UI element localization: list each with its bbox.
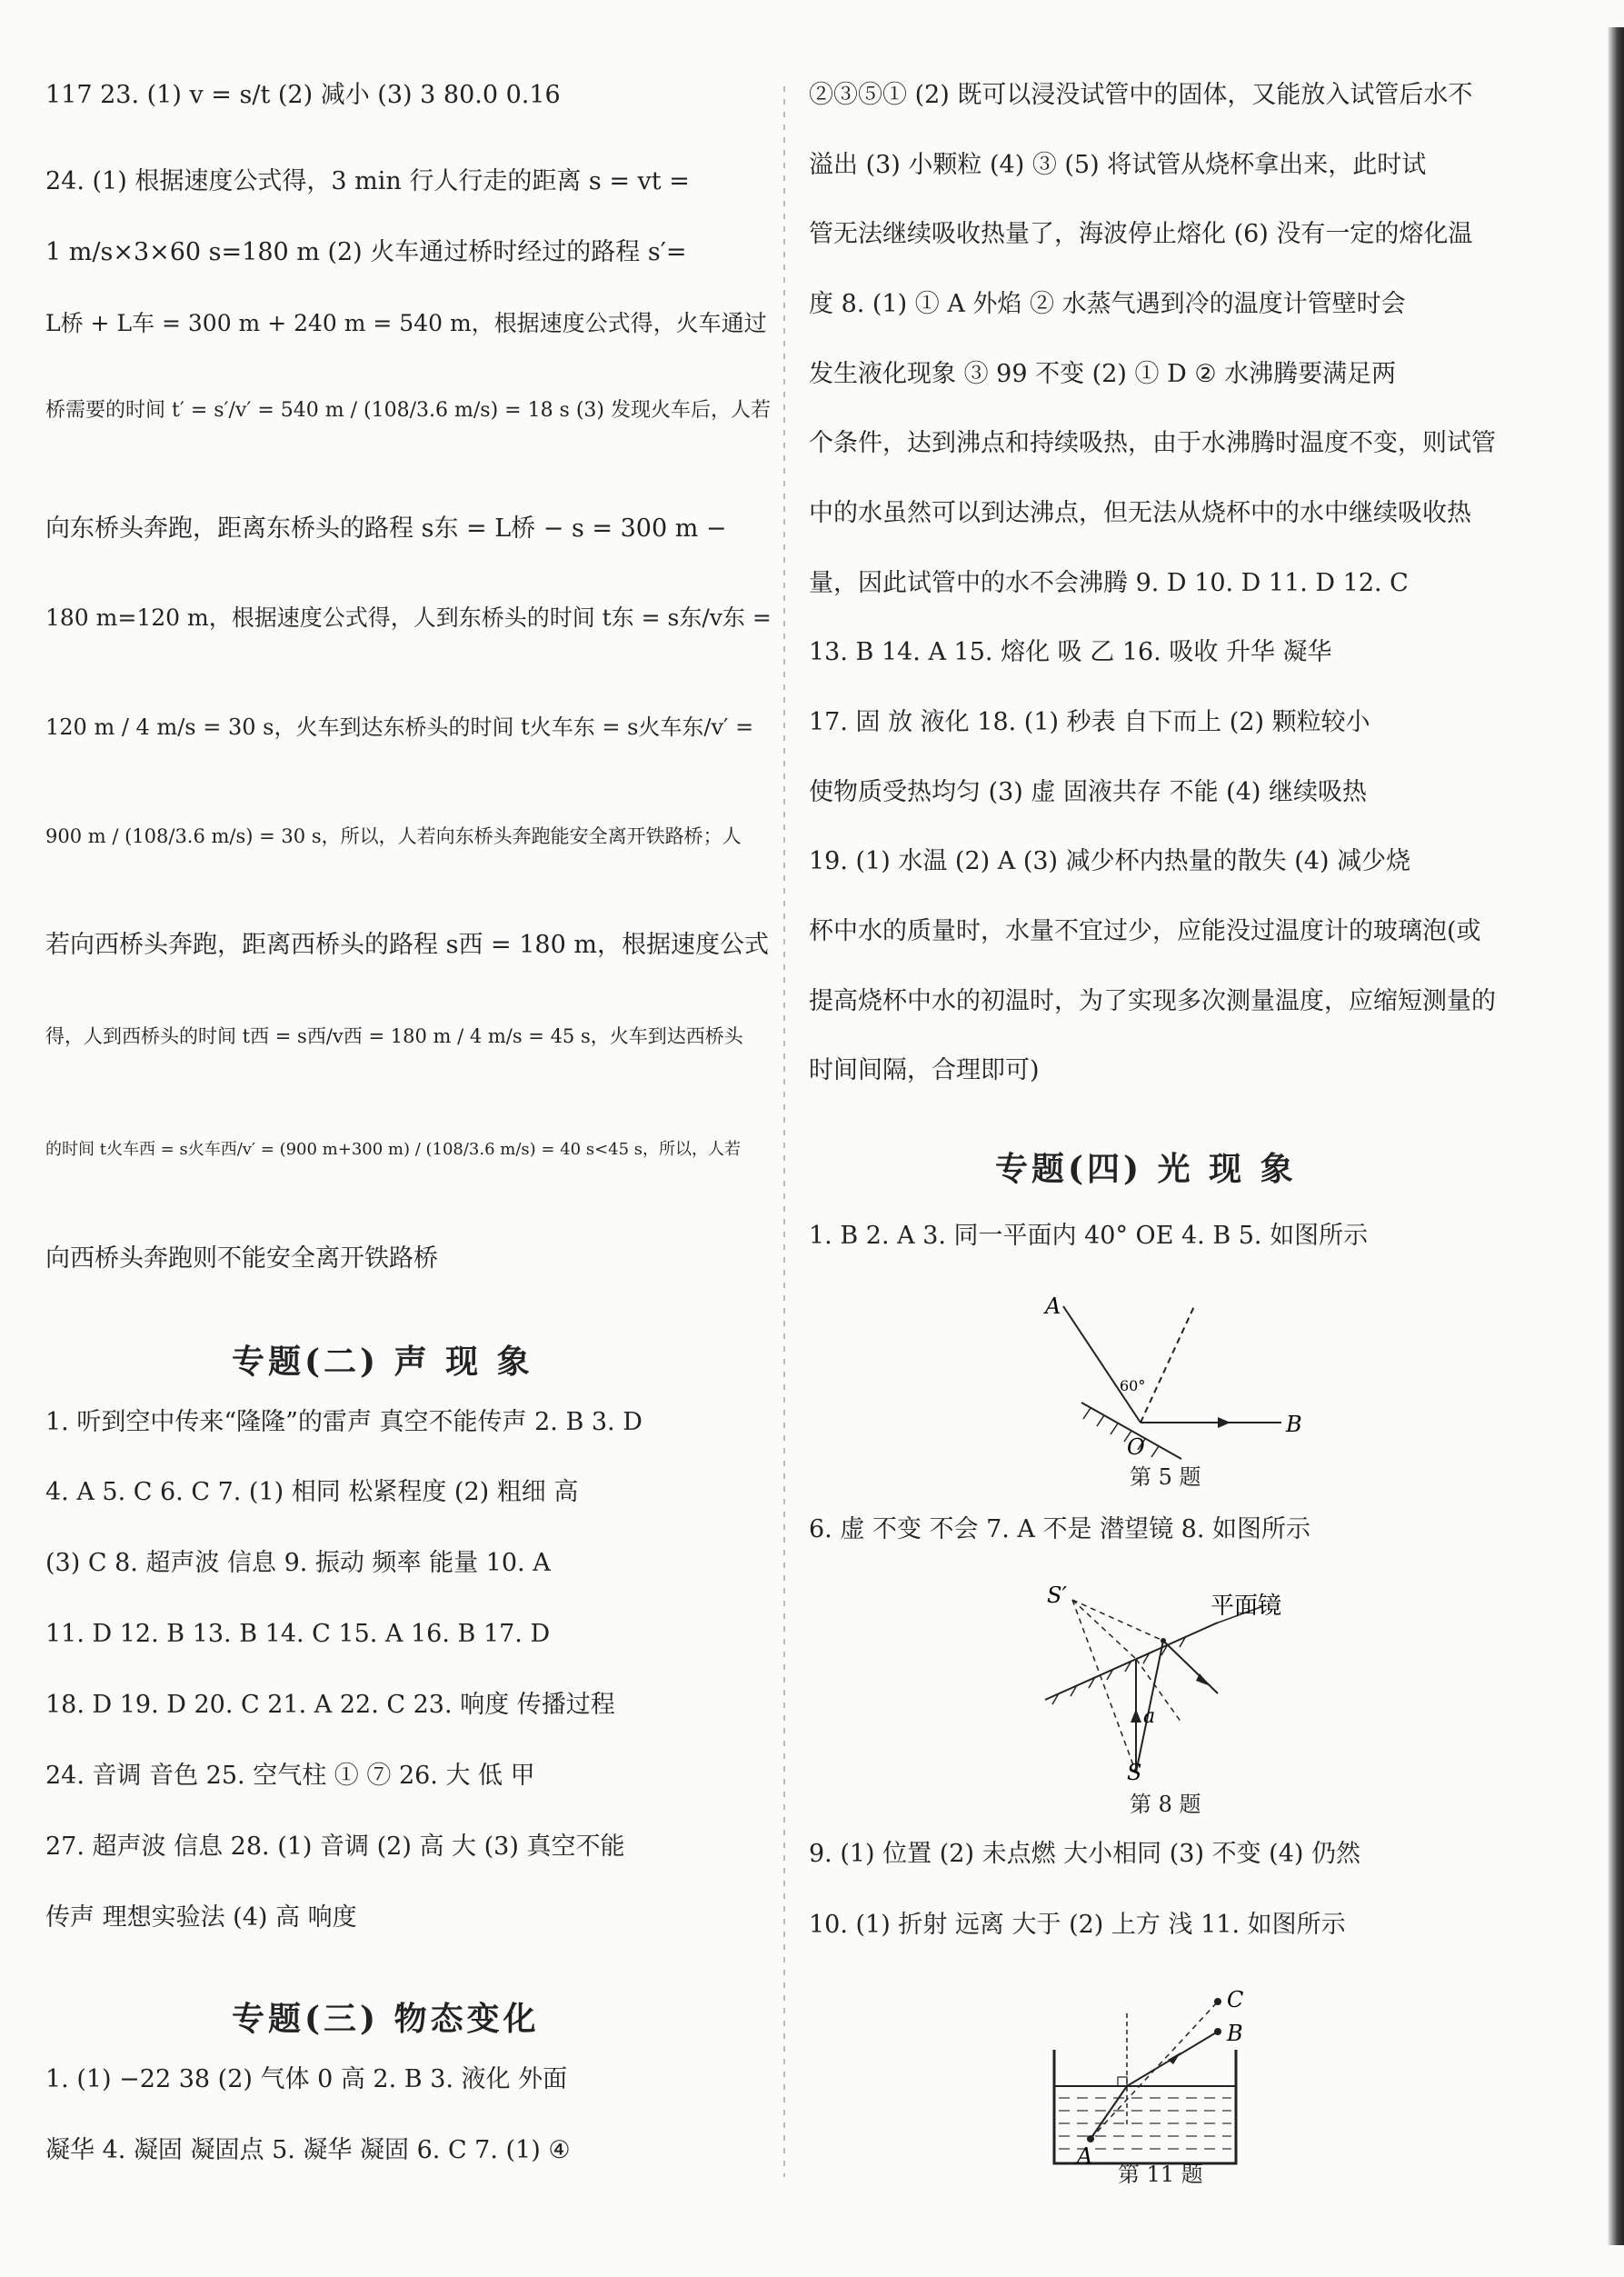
figure-11-diagram bbox=[1050, 1982, 1295, 2168]
text-line: 6. 虚 不变 不会 7. A 不是 潜望镜 8. 如图所示 bbox=[809, 1515, 1311, 1543]
text-line: 10. (1) 折射 远离 大于 (2) 上方 浅 11. 如图所示 bbox=[809, 1911, 1346, 1939]
text-line: (3) C 8. 超声波 信息 9. 振动 频率 能量 10. A bbox=[45, 1549, 551, 1577]
text-line: 27. 超声波 信息 28. (1) 音调 (2) 高 大 (3) 真空不能 bbox=[45, 1833, 625, 1861]
text-line: 得，人到西桥头的时间 t西 = s西/v西 = 180 m / 4 m/s = 45 s，火车到达西桥头 bbox=[45, 1025, 743, 1047]
text-line: 度 8. (1) ① A 外焰 ② 水蒸气遇到冷的温度计管壁时会 bbox=[809, 290, 1406, 318]
text-line: 1. (1) −22 38 (2) 气体 0 高 2. B 3. 液化 外面 bbox=[45, 2065, 568, 2093]
text-line: 11. D 12. B 13. B 14. C 15. A 16. B 17. D bbox=[45, 1620, 551, 1648]
figure-11-caption: 第 11 题 bbox=[1118, 2162, 1203, 2187]
text-line: 4. A 5. C 6. C 7. (1) 相同 松紧程度 (2) 粗细 高 bbox=[45, 1478, 579, 1506]
text-line: 中的水虽然可以到达沸点，但无法从烧杯中的水中继续吸收热 bbox=[809, 499, 1471, 527]
figure-8-caption: 第 8 题 bbox=[1130, 1792, 1201, 1817]
page-edge-shadow bbox=[1608, 27, 1624, 2245]
text-line: 若向西桥头奔跑，距离西桥头的路程 s西 = 180 m，根据速度公式 bbox=[45, 931, 769, 959]
text-line: 向东桥头奔跑，距离东桥头的路程 s东 = L桥 − s = 300 m − bbox=[45, 514, 727, 543]
section-heading-3: 专题(三) 物态变化 bbox=[232, 2000, 540, 2038]
text-line: 9. (1) 位置 (2) 未点燃 大小相同 (3) 不变 (4) 仍然 bbox=[809, 1840, 1360, 1868]
text-line: 使物质受热均匀 (3) 虚 固液共存 不能 (4) 继续吸热 bbox=[809, 778, 1367, 806]
fig8-mirror-label: 平面镜 bbox=[1211, 1593, 1282, 1620]
text-line: 传声 理想实验法 (4) 高 响度 bbox=[45, 1903, 357, 1932]
text-line: ②③⑤① (2) 既可以浸没试管中的固体，又能放入试管后水不 bbox=[809, 81, 1473, 109]
fig11-label-a: A bbox=[1077, 2143, 1093, 2168]
text-line: 120 m / 4 m/s = 30 s，火车到达东桥头的时间 t火车东 = s火车东/v′ = bbox=[45, 714, 754, 740]
fig8-label-a: a bbox=[1143, 1705, 1156, 1728]
text-line: 杯中水的质量时，水量不宜过少，应能没过温度计的玻璃泡(或 bbox=[809, 917, 1481, 945]
fig11-label-c: C bbox=[1227, 1987, 1244, 2012]
text-line: 桥需要的时间 t′ = s′/v′ = 540 m / (108/3.6 m/s) = 18 s (3) 发现火车后，人若 bbox=[45, 399, 771, 422]
figure-8-diagram bbox=[1036, 1586, 1336, 1782]
fig8-label-s-prime: S′ bbox=[1047, 1586, 1067, 1608]
text-line: 1 m/s×3×60 s=180 m (2) 火车通过桥时经过的路程 s′= bbox=[45, 238, 687, 266]
fig11-label-b: B bbox=[1227, 2021, 1243, 2046]
fig8-label-s: S bbox=[1127, 1760, 1142, 1782]
figure-5-caption: 第 5 题 bbox=[1130, 1464, 1201, 1490]
text-line: 13. B 14. A 15. 熔化 吸 乙 16. 吸收 升华 凝华 bbox=[809, 638, 1332, 666]
text-line: 117 23. (1) v = s/t (2) 减小 (3) 3 80.0 0.16 bbox=[45, 81, 561, 109]
text-line: 个条件，达到沸点和持续吸热，由于水沸腾时温度不变，则试管 bbox=[809, 429, 1496, 457]
text-line: 24. (1) 根据速度公式得，3 min 行人行走的距离 s = vt = bbox=[45, 167, 690, 195]
text-line: 提高烧杯中水的初温时，为了实现多次测量温度，应缩短测量的 bbox=[809, 987, 1496, 1015]
text-line: L桥 + L车 = 300 m + 240 m = 540 m，根据速度公式得，火车通过 bbox=[45, 310, 767, 336]
text-line: 180 m=120 m，根据速度公式得，人到东桥头的时间 t东 = s东/v东 = bbox=[45, 604, 772, 631]
text-line: 的时间 t火车西 = s火车西/v′ = (900 m+300 m) / (108/3.6 m/s) = 40 s<45 s，所以，人若 bbox=[45, 1140, 742, 1159]
text-line: 24. 音调 音色 25. 空气柱 ① ⑦ 26. 大 低 甲 bbox=[45, 1762, 535, 1790]
fig5-angle-label: 60° bbox=[1120, 1377, 1146, 1394]
text-line: 1. 听到空中传来“隆隆”的雷声 真空不能传声 2. B 3. D bbox=[45, 1408, 643, 1436]
fig5-label-o: O bbox=[1127, 1434, 1145, 1460]
text-line: 凝华 4. 凝固 凝固点 5. 凝华 凝固 6. C 7. (1) ④ bbox=[45, 2136, 571, 2164]
fig5-label-b: B bbox=[1286, 1412, 1302, 1437]
section-heading-2: 专题(二) 声 现 象 bbox=[232, 1343, 533, 1381]
text-line: 1. B 2. A 3. 同一平面内 40° OE 4. B 5. 如图所示 bbox=[809, 1222, 1369, 1250]
fig5-label-a: A bbox=[1045, 1293, 1061, 1319]
text-line: 管无法继续吸收热量了，海波停止熔化 (6) 没有一定的熔化温 bbox=[809, 220, 1473, 248]
text-line: 向西桥头奔跑则不能安全离开铁路桥 bbox=[45, 1244, 438, 1273]
text-line: 量，因此试管中的水不会沸腾 9. D 10. D 11. D 12. C bbox=[809, 569, 1409, 597]
text-line: 溢出 (3) 小颗粒 (4) ③ (5) 将试管从烧杯拿出来，此时试 bbox=[809, 151, 1427, 179]
text-line: 17. 固 放 液化 18. (1) 秒表 自下而上 (2) 颗粒较小 bbox=[809, 708, 1370, 736]
text-line: 900 m / (108/3.6 m/s) = 30 s，所以，人若向东桥头奔跑能安全离开铁路桥；人 bbox=[45, 825, 742, 847]
column-divider bbox=[783, 86, 785, 2177]
figure-5-diagram bbox=[1036, 1286, 1309, 1468]
section-heading-4: 专题(四) 光 现 象 bbox=[995, 1150, 1297, 1188]
text-line: 18. D 19. D 20. C 21. A 22. C 23. 响度 传播过程 bbox=[45, 1691, 615, 1719]
text-line: 发生液化现象 ③ 99 不变 (2) ① D ② 水沸腾要满足两 bbox=[809, 360, 1397, 388]
text-line: 19. (1) 水温 (2) A (3) 减少杯内热量的散失 (4) 减少烧 bbox=[809, 847, 1411, 875]
text-line: 时间间隔，合理即可) bbox=[809, 1056, 1040, 1084]
